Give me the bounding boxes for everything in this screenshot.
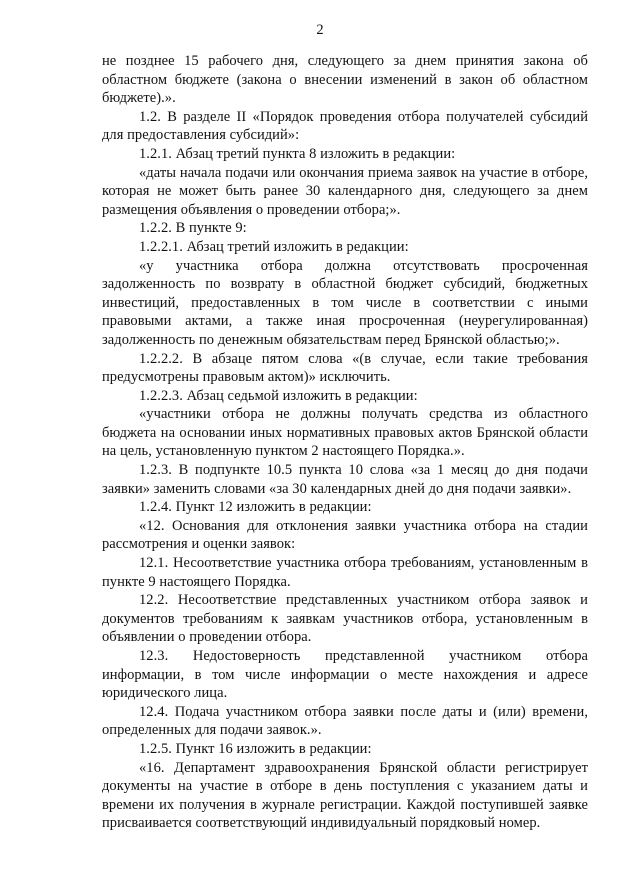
paragraph-section-1-2: 1.2. В разделе II «Порядок проведения отбора получателей субсидий для предоставления субсидий»: <box>102 108 588 144</box>
page-number: 2 <box>316 22 324 38</box>
paragraph-12-3: 12.3. Недостоверность представленной участником отбора информации, в том числе информации о месте нахождения и адресе юридического лица. <box>102 648 588 702</box>
paragraph-12-2: 12.2. Несоответствие представленных участником отбора заявок и документов требованиям к заявкам участников отбора, установленным в объявлении о проведении отбора. <box>102 592 588 646</box>
paragraph-quote-dates: «даты начала подачи или окончания приема заявок на участие в отборе, которая не может быть ранее 30 календарного дня, следующего за днем размещения объявления о проведении отбора;». <box>102 164 588 218</box>
paragraph-12-1: 12.1. Несоответствие участника отбора требованиям, установленным в пункте 9 настоящего Порядка. <box>102 555 588 590</box>
paragraph-1-2-2-3: 1.2.2.3. Абзац седьмой изложить в редакции: <box>139 387 418 404</box>
paragraph-1-2-2: 1.2.2. В пункте 9: <box>139 220 247 237</box>
paragraph-1-2-5: 1.2.5. Пункт 16 изложить в редакции: <box>139 740 372 757</box>
paragraph-continuation: не позднее 15 рабочего дня, следующего за днем принятия закона об областном бюджете (закона о внесении изменений в закон об областном бюджете).». <box>102 53 588 107</box>
paragraph-quote-16: «16. Департамент здравоохранения Брянской области регистрирует документы на участие в отборе в день поступления с указанием даты и времени их получения в журнале регистрации. Каждой поступившей заявке присваивается соответствующий индивидуальный порядковый номер. <box>102 759 588 832</box>
paragraph-quote-12: «12. Основания для отклонения заявки участника отбора на стадии рассмотрения и оценки заявок: <box>102 517 588 553</box>
paragraph-1-2-4: 1.2.4. Пункт 12 изложить в редакции: <box>139 499 372 516</box>
paragraph-1-2-3: 1.2.3. В подпункте 10.5 пункта 10 слова «за 1 месяц до дня подачи заявки» заменить словами «за 30 календарных дней до дня подачи заявки». <box>102 462 588 497</box>
paragraph-quote-participants: «участники отбора не должны получать средства из областного бюджета на основании иных нормативных правовых актов Брянской области на цель, установленную пунктом 2 настоящего Порядка.». <box>102 406 588 460</box>
paragraph-1-2-2-1: 1.2.2.1. Абзац третий изложить в редакции: <box>139 238 409 255</box>
paragraph-1-2-1: 1.2.1. Абзац третий пункта 8 изложить в редакции: <box>139 145 456 162</box>
paragraph-1-2-2-2: 1.2.2.2. В абзаце пятом слова «(в случае, если такие требования предусмотрены правовым актом)» исключить. <box>102 350 588 386</box>
paragraph-quote-debt: «у участника отбора должна отсутствовать просроченная задолженность по возврату в областной бюджет субсидий, бюджетных инвестиций, предоставленных в том числе в соответствии с иными правовыми актами, а также иная просроченная (неурегулированная) задолженность по денежным обязательствам перед Брянской областью;». <box>102 257 588 348</box>
paragraph-12-4: 12.4. Подача участником отбора заявки после даты и (или) времени, определенных для подачи заявок.». <box>102 703 588 739</box>
document-body <box>102 52 588 833</box>
